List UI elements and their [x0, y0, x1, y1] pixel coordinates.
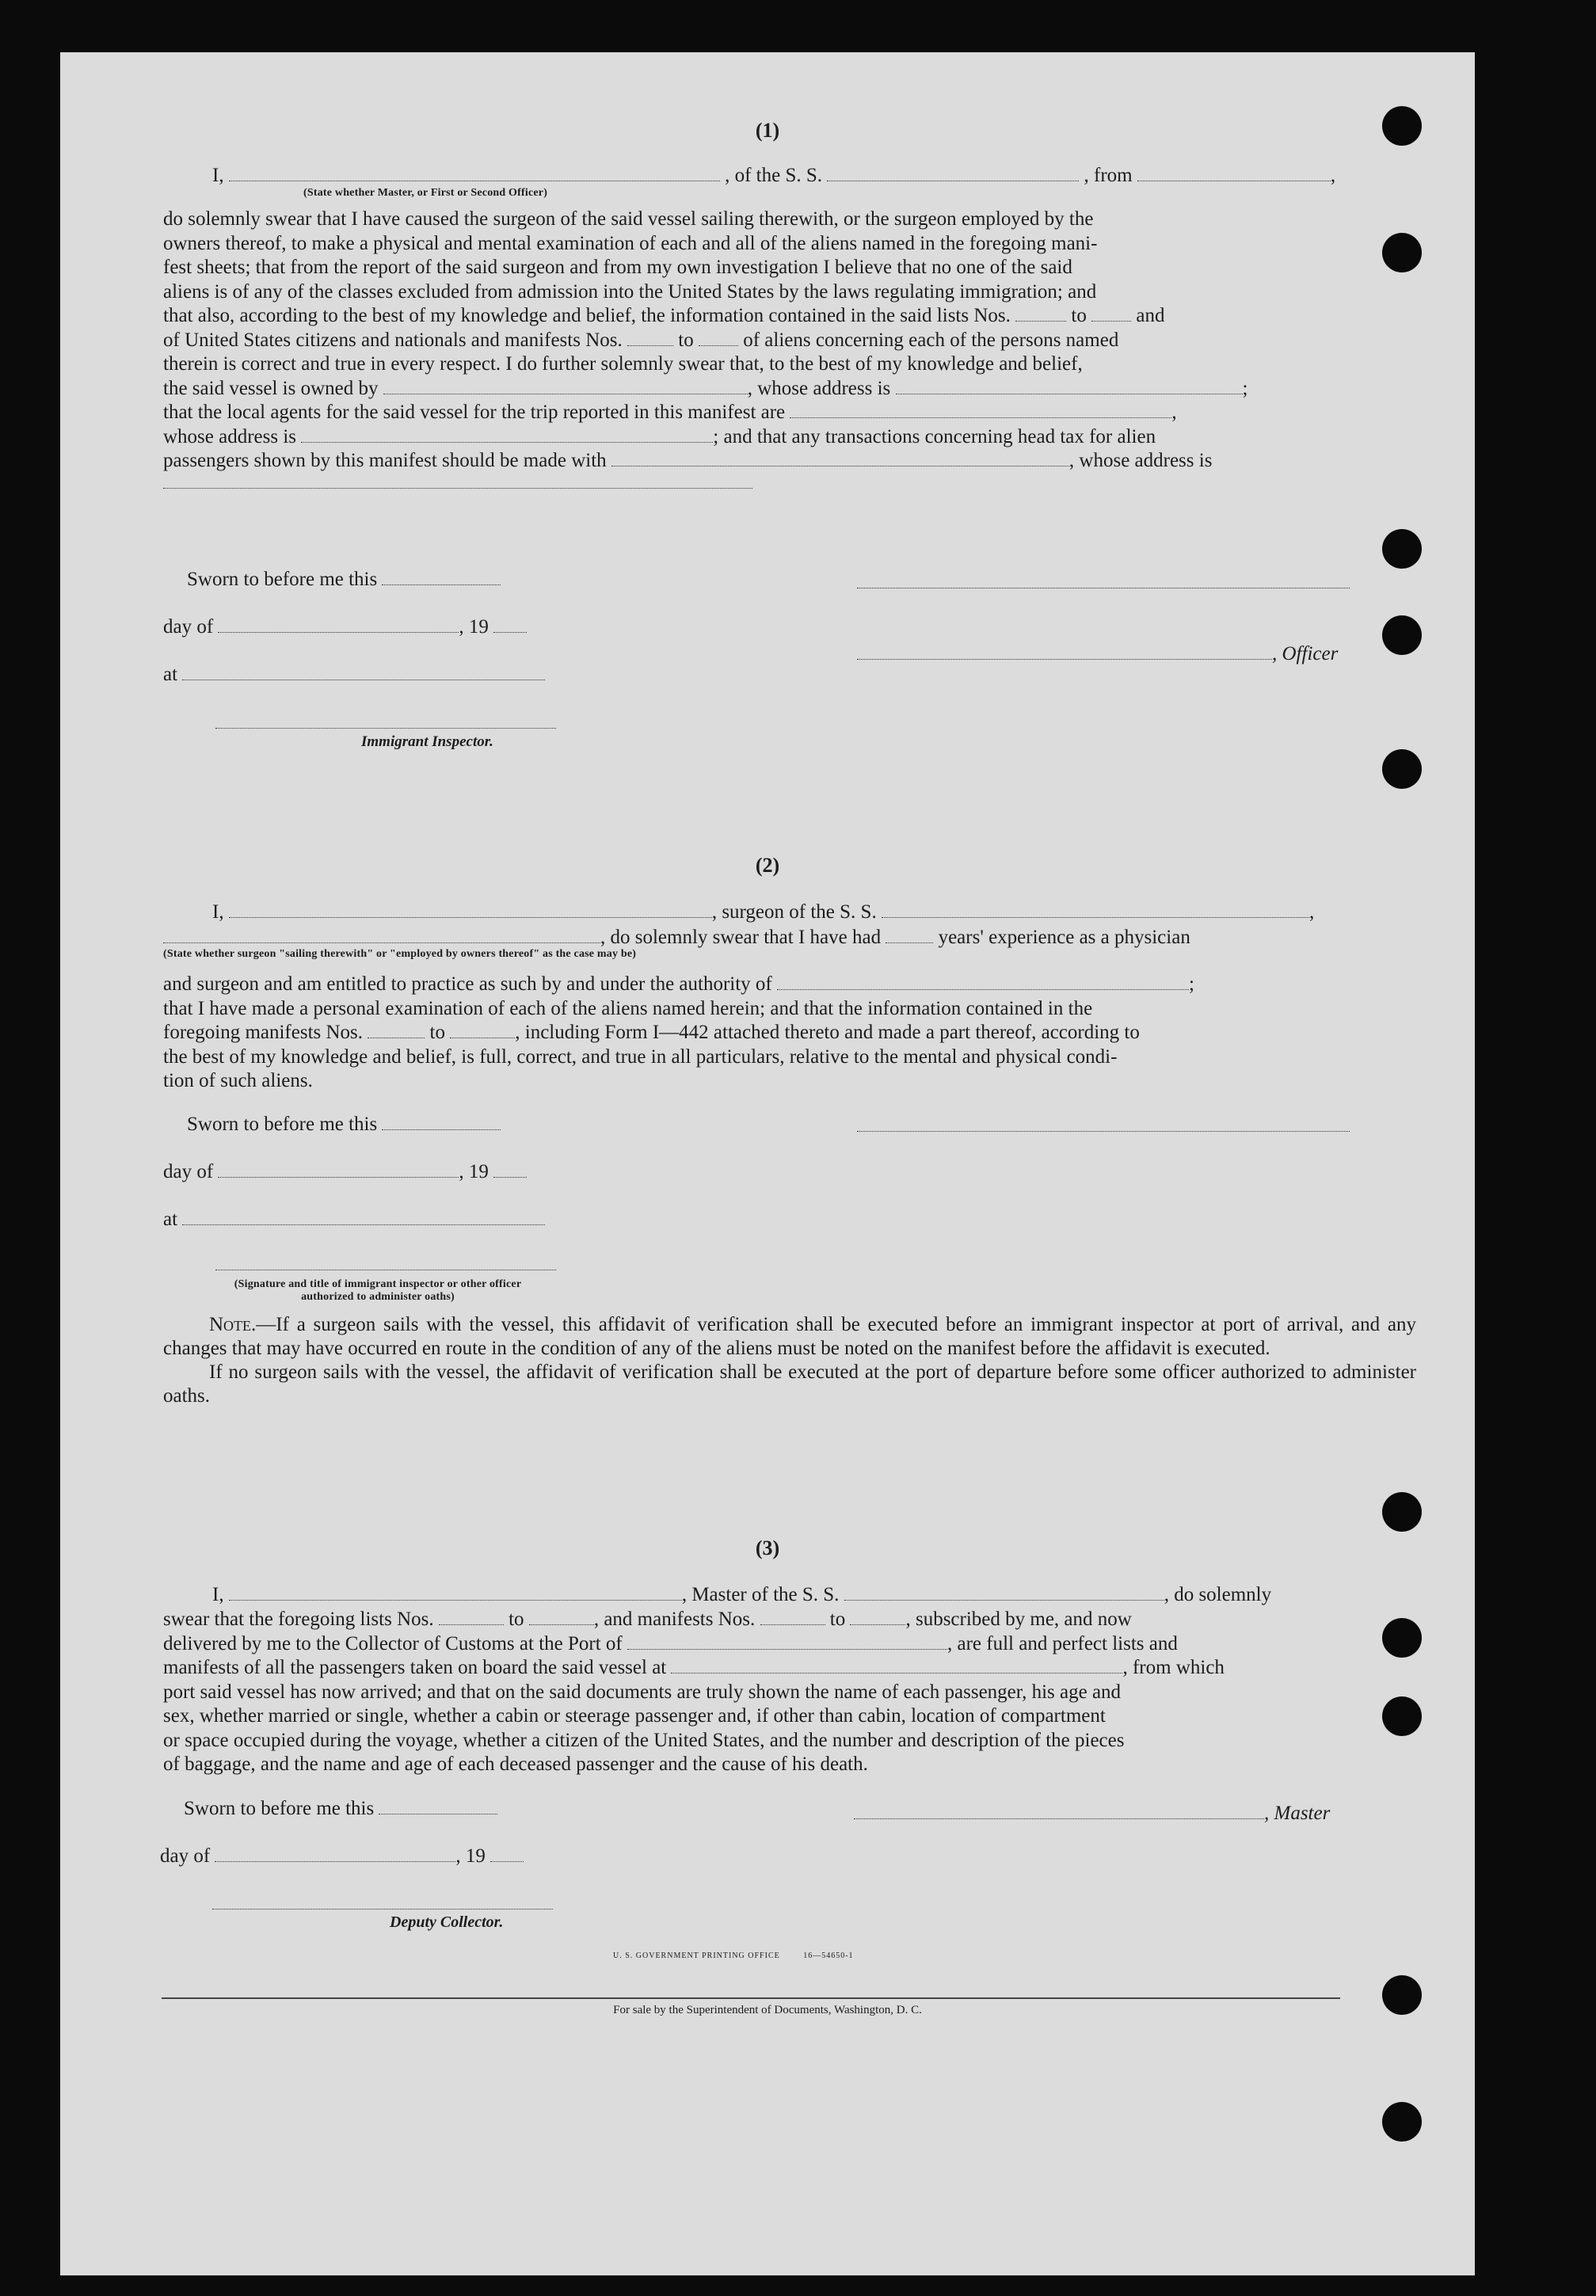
text: to — [429, 1022, 445, 1043]
lists-from-field[interactable] — [439, 1609, 504, 1625]
note-text: —If a surgeon sails with the vessel, this affidavit of verification shall be executed before an immigrant inspector at port of arrival, and any changes that may have occurred en route in the condition of any of the aliens must be noted on the manifest before the affidavit is executed. — [163, 1314, 1416, 1359]
officer-note: (State whether Master, or First or Second Officer) — [303, 187, 548, 199]
deputy-collector-label: Deputy Collector. — [390, 1913, 504, 1931]
vessel-name-field[interactable] — [844, 1584, 1164, 1601]
sworn-date-field[interactable] — [382, 1114, 501, 1130]
text: , are full and perfect lists and — [947, 1632, 1178, 1654]
text: , and manifests Nos. — [593, 1609, 756, 1630]
text: , whose address is — [1068, 450, 1213, 471]
sworn-line-2 — [187, 1114, 501, 1136]
head-tax-field[interactable] — [611, 450, 1069, 466]
text: day of — [163, 1161, 214, 1182]
text: , — [1308, 901, 1315, 923]
text: U. S. GOVERNMENT PRINTING OFFICE — [613, 1951, 780, 1960]
text: , 19 — [459, 1161, 489, 1182]
text: , from — [1084, 165, 1133, 186]
text: and — [1136, 305, 1165, 326]
text: that I have made a personal examination of each of the aliens named herein; and that the information contained in the — [163, 997, 1093, 1019]
officer-name-field[interactable] — [229, 165, 720, 181]
year-field[interactable] — [493, 616, 527, 633]
text: Sworn to before me this — [187, 1114, 378, 1135]
sworn-line-3 — [184, 1798, 497, 1820]
day-field[interactable] — [218, 616, 459, 633]
punch-hole — [1382, 2102, 1422, 2142]
master-signature-field[interactable] — [854, 1803, 1264, 1819]
text: that also, according to the best of my knowledge and belief, the information contained in the said lists Nos. — [163, 305, 1011, 326]
day-field[interactable] — [215, 1845, 455, 1862]
text: , Master of the S. S. — [681, 1584, 840, 1605]
text: aliens is of any of the classes excluded from admission into the United States by the laws regulating immigration; and — [163, 280, 1097, 303]
immigrant-inspector-label: Immigrant Inspector. — [361, 733, 493, 750]
text: , including Form I—442 attached thereto and made a part thereof, according to — [515, 1022, 1140, 1043]
years-field[interactable] — [886, 927, 933, 943]
text: I, — [212, 901, 224, 923]
text: manifests of all the passengers taken on board the said vessel at — [163, 1657, 667, 1678]
manifests-from-field[interactable] — [627, 329, 673, 346]
note-text: If no surgeon sails with the vessel, the affidavit of verification shall be executed at the port of departure before some officer authorized to administer oaths. — [163, 1361, 1416, 1407]
lists-from-field[interactable] — [1015, 305, 1066, 322]
section-3-first-line — [212, 1584, 1271, 1606]
sworn-date-field[interactable] — [382, 569, 501, 585]
section-2-number: (2) — [755, 854, 780, 877]
manifests-to-field[interactable] — [450, 1022, 515, 1038]
text: ; — [1242, 377, 1248, 399]
text: 16—54650-1 — [803, 1951, 854, 1960]
text: to — [829, 1609, 846, 1630]
section-2-first-line — [212, 901, 1314, 923]
year-field[interactable] — [490, 1845, 524, 1862]
lists-to-field[interactable] — [529, 1609, 594, 1625]
at-place-field[interactable] — [182, 1209, 545, 1225]
text: , surgeon of the S. S. — [711, 901, 877, 923]
text: I, — [212, 165, 224, 186]
day-line-3 — [160, 1845, 524, 1868]
text: , 19 — [459, 616, 489, 638]
section-3-number: (3) — [755, 1536, 780, 1559]
text: years' experience as a physician — [938, 927, 1190, 948]
text: , whose address is — [747, 377, 891, 399]
surgeon-status-field[interactable] — [163, 927, 600, 943]
agents-address-field[interactable] — [301, 426, 713, 443]
manifests-from-field[interactable] — [368, 1022, 425, 1038]
text: , Master — [1264, 1803, 1331, 1824]
gpo-imprint — [613, 1951, 854, 1960]
text: tion of such aliens. — [163, 1070, 313, 1091]
lists-to-field[interactable] — [1091, 305, 1131, 322]
text: the said vessel is owned by — [163, 377, 379, 399]
at-line-1 — [163, 664, 545, 686]
text: the best of my knowledge and belief, is full, correct, and true in all particulars, relative to the mental and physical condi- — [163, 1045, 1118, 1068]
sworn-line-1 — [187, 569, 501, 591]
day-line-1 — [163, 616, 527, 638]
text: day of — [163, 616, 214, 638]
form-page — [60, 52, 1475, 2275]
text: to — [1071, 305, 1087, 326]
text: to — [509, 1609, 524, 1630]
text: , subscribed by me, and now — [905, 1609, 1132, 1630]
text: fest sheets; that from the report of the said surgeon and from my own investigation I believe that no one of the said — [163, 257, 1072, 278]
text: whose address is — [163, 425, 297, 447]
text: , do solemnly — [1164, 1584, 1272, 1605]
text: I, — [212, 1584, 224, 1605]
footer-rule — [162, 1997, 1340, 1999]
vessel-name-field[interactable] — [882, 901, 1309, 918]
text: ; — [1189, 973, 1194, 995]
authority-field[interactable] — [777, 973, 1189, 990]
section-2-second-line — [163, 927, 1190, 949]
punch-hole — [1382, 529, 1422, 569]
day-line-2 — [163, 1161, 527, 1183]
text: , — [1171, 402, 1177, 423]
text: owners thereof, to make a physical and mental examination of each and all of the aliens named in the foregoing mani- — [163, 232, 1098, 254]
text: day of — [160, 1845, 211, 1867]
day-field[interactable] — [218, 1161, 459, 1178]
surgeon-name-field[interactable] — [229, 901, 712, 918]
text: Sworn to before me this — [187, 569, 378, 590]
address-continuation-line[interactable] — [163, 488, 752, 489]
section-1-body — [163, 208, 1416, 474]
inspector-signature-line[interactable] — [215, 728, 556, 729]
text: , do solemnly swear that I have had — [600, 927, 882, 948]
text: at — [163, 1209, 178, 1230]
text: swear that the foregoing lists Nos. — [163, 1609, 434, 1630]
text: , from which — [1122, 1657, 1225, 1678]
section-3-body — [163, 1608, 1416, 1777]
signature-note: (Signature and title of immigrant inspector or other officer authorized to administer oaths) — [234, 1278, 522, 1303]
text: port said vessel has now arrived; and that on the said documents are truly shown the name of each passenger, his age and — [163, 1681, 1122, 1703]
manifests-to-field[interactable] — [699, 329, 738, 346]
punch-hole — [1382, 615, 1422, 655]
text: , Officer — [1272, 643, 1339, 664]
local-agents-field[interactable] — [790, 402, 1171, 418]
sale-notice: For sale by the Superintendent of Documents, Washington, D. C. — [613, 2004, 922, 2016]
text: , 19 — [455, 1845, 486, 1867]
owner-address-field[interactable] — [896, 378, 1243, 394]
officer-signature-row — [857, 643, 1338, 665]
at-place-field[interactable] — [182, 664, 545, 680]
text: at — [163, 664, 178, 685]
text: of United States citizens and nationals and manifests Nos. — [163, 329, 623, 351]
text: and surgeon and am entitled to practice as such by and under the authority of — [163, 973, 772, 995]
master-name-field[interactable] — [229, 1584, 682, 1601]
section-1-number: (1) — [755, 119, 780, 142]
text: passengers shown by this manifest should be made with — [163, 450, 607, 471]
year-field[interactable] — [493, 1161, 527, 1178]
officer-signature-field[interactable] — [857, 643, 1272, 660]
text: of baggage, and the name and age of each deceased passenger and the cause of his death. — [163, 1753, 868, 1775]
text: that the local agents for the said vessel for the trip reported in this manifest are — [163, 402, 786, 423]
text: do solemnly swear that I have caused the surgeon of the said vessel sailing therewith, or the surgeon employed by the — [163, 208, 1094, 230]
note-label: Note. — [209, 1314, 257, 1335]
surgeon-signature-line[interactable] — [857, 1131, 1350, 1132]
text: or space occupied during the voyage, whether a citizen of the United States, and the number and description of the pieces — [163, 1729, 1125, 1751]
text: therein is correct and true in every respect. I do further solemnly swear that, to the best of my knowledge and belief, — [163, 353, 1083, 375]
text: of aliens concerning each of the persons named — [743, 329, 1119, 351]
port-field[interactable] — [627, 1633, 947, 1650]
note-block — [163, 1313, 1416, 1408]
text: ; and that any transactions concerning head tax for alien — [713, 425, 1156, 447]
punch-hole — [1382, 749, 1422, 789]
manifests-to-field[interactable] — [850, 1609, 905, 1625]
at-line-2 — [163, 1209, 545, 1231]
punch-hole — [1382, 1492, 1422, 1532]
manifests-from-field[interactable] — [760, 1609, 825, 1625]
text: sex, whether married or single, whether a cabin or steerage passenger and, if other than cabin, location of compartment — [163, 1705, 1106, 1727]
section-2-body — [163, 973, 1416, 1094]
section-1-first-line: I, , of the S. S. , from , — [212, 165, 1336, 186]
vessel-name-field[interactable] — [827, 165, 1079, 181]
text: delivered by me to the Collector of Customs at the Port of — [163, 1632, 623, 1654]
text: to — [678, 329, 694, 351]
surgeon-note: (State whether surgeon "sailing therewith" or "employed by owners thereof" as the case may be) — [163, 948, 637, 960]
sworn-date-field[interactable] — [379, 1798, 497, 1814]
text: Sworn to before me this — [184, 1798, 375, 1819]
from-port-field[interactable] — [1137, 165, 1331, 181]
owner-field[interactable] — [383, 378, 748, 394]
master-signature-row — [854, 1803, 1330, 1825]
boarding-place-field[interactable] — [671, 1657, 1122, 1673]
text: foregoing manifests Nos. — [163, 1022, 364, 1043]
text: , of the S. S. — [725, 165, 823, 186]
deputy-signature-line[interactable] — [212, 1909, 553, 1910]
